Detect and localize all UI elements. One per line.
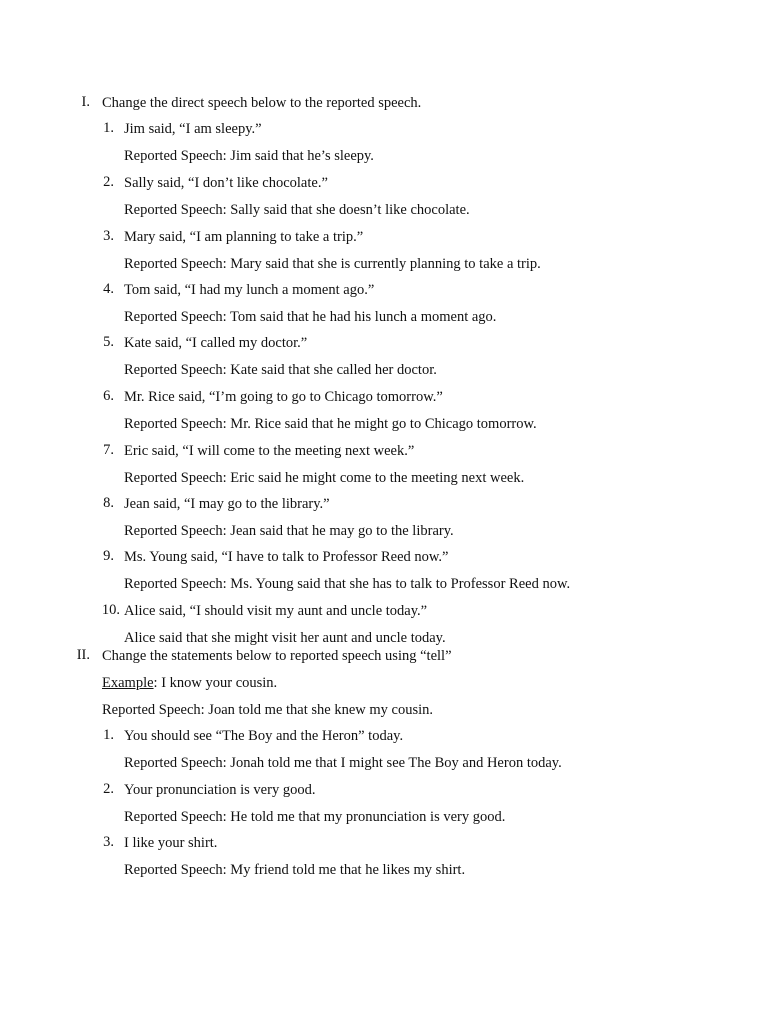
example-text: : I know your cousin. [153,675,278,691]
item-number: 8. [103,495,114,511]
item-number: 3. [103,834,114,850]
direct-speech: Your pronunciation is very good. [124,782,316,798]
reported-speech: Reported Speech: Ms. Young said that she has to talk to Professor Reed now. [124,576,571,592]
item-number: 10. [101,602,120,618]
direct-speech: Mr. Rice said, “I’m going to go to Chicago tomorrow.” [124,389,443,405]
direct-speech: Mary said, “I am planning to take a trip.” [124,229,364,245]
reported-speech: Reported Speech: My friend told me that he likes my shirt. [124,862,466,878]
section-2-heading: Change the statements below to reported speech using “tell” [102,648,452,664]
direct-speech: Ms. Young said, “I have to talk to Professor Reed now.” [124,549,449,565]
section-1-heading: Change the direct speech below to the reported speech. [102,95,422,111]
item-number: 6. [103,388,114,404]
direct-speech: Jim said, “I am sleepy.” [124,121,262,137]
item-number: 2. [103,174,114,190]
item-number: 7. [103,442,114,458]
item-number: 1. [103,727,114,743]
reported-speech: Reported Speech: Mary said that she is currently planning to take a trip. [124,256,541,272]
direct-speech: Alice said, “I should visit my aunt and uncle today.” [124,603,428,619]
direct-speech: Jean said, “I may go to the library.” [124,496,330,512]
direct-speech: I like your shirt. [124,835,218,851]
item-number: 9. [103,548,114,564]
reported-speech: Reported Speech: Jean said that he may go to the library. [124,523,454,539]
item-number: 2. [103,781,114,797]
example-label: Example [102,675,154,691]
example-line [102,674,277,692]
item-number: 1. [103,120,114,136]
reported-speech: Reported Speech: Jim said that he’s sleepy. [124,148,374,164]
example-reported-speech: Reported Speech: Joan told me that she knew my cousin. [102,702,434,718]
direct-speech: Eric said, “I will come to the meeting next week.” [124,443,415,459]
reported-speech: Reported Speech: Tom said that he had his lunch a moment ago. [124,309,497,325]
direct-speech: Kate said, “I called my doctor.” [124,335,308,351]
reported-speech: Reported Speech: He told me that my pronunciation is very good. [124,809,506,825]
section-1-numeral: I. [81,94,90,110]
reported-speech: Reported Speech: Eric said he might come to the meeting next week. [124,470,525,486]
item-number: 3. [103,228,114,244]
reported-speech: Reported Speech: Jonah told me that I might see The Boy and Heron today. [124,755,562,771]
item-number: 5. [103,334,114,350]
section-2-numeral: II. [76,647,90,663]
reported-speech: Reported Speech: Sally said that she doesn’t like chocolate. [124,202,470,218]
direct-speech: Sally said, “I don’t like chocolate.” [124,175,328,191]
reported-speech: Alice said that she might visit her aunt and uncle today. [124,630,446,646]
direct-speech: You should see “The Boy and the Heron” today. [124,728,404,744]
item-number: 4. [103,281,114,297]
reported-speech: Reported Speech: Mr. Rice said that he might go to Chicago tomorrow. [124,416,537,432]
reported-speech: Reported Speech: Kate said that she called her doctor. [124,362,437,378]
direct-speech: Tom said, “I had my lunch a moment ago.” [124,282,375,298]
